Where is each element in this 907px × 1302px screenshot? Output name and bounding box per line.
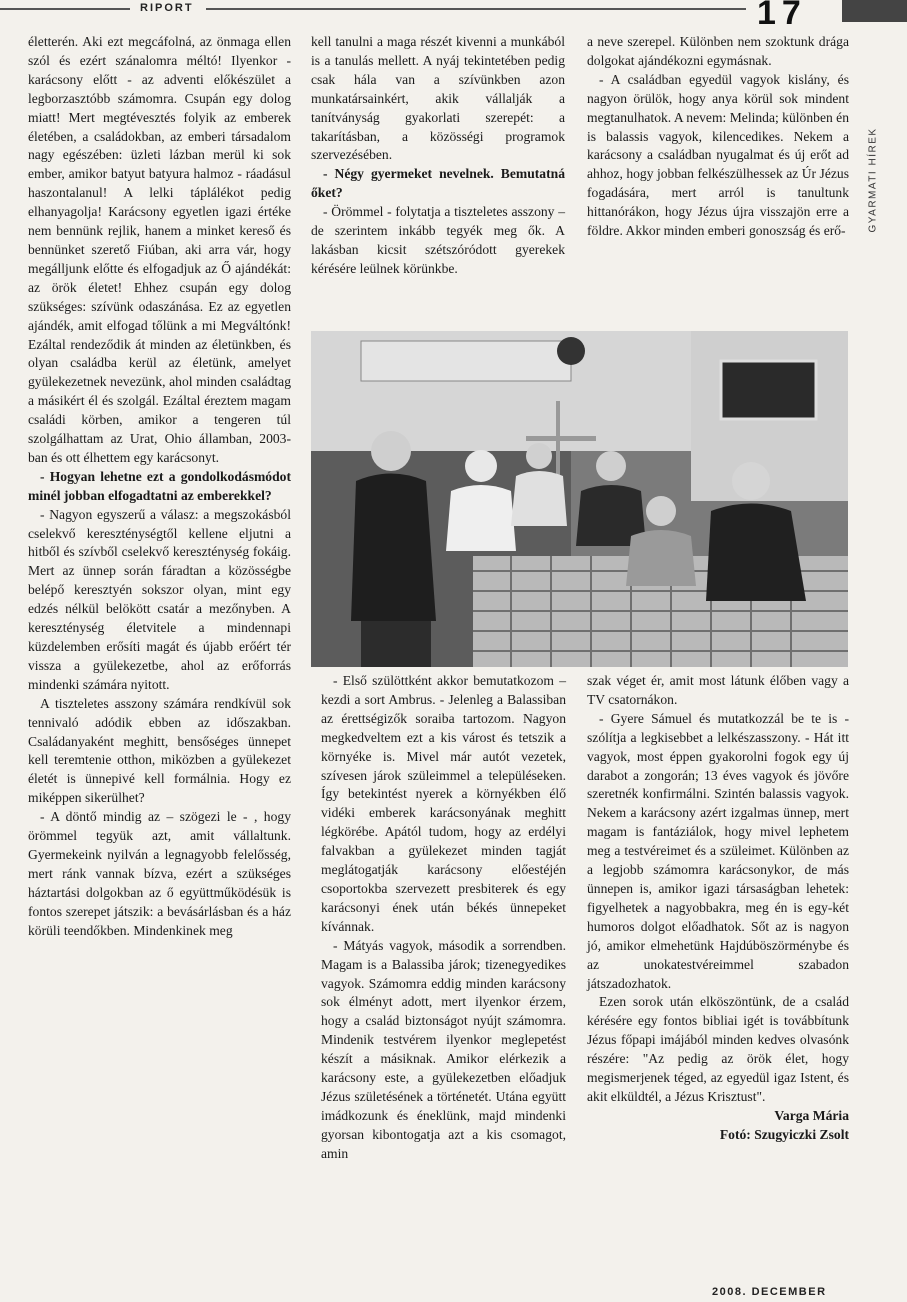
article-column-2-top — [311, 33, 565, 279]
interview-question: - Hogyan lehetne ezt a gondolkodásmódot minél jobban elfogadtatni az emberekkel? — [28, 468, 291, 503]
paragraph: - A döntő mindig az – szögezi le - , hogy örömmel tegyük azt, amit vállaltunk. Gyermekeink nyilván a legnagyobb felelősség, mert ránk vannak bízva, ezért a szükséges háztartási dolgokban az ő együttműködésük is fontos szerepet játszik: a bevásárlásban és a ház körüli teendőkben. Mindenkinek meg — [28, 809, 291, 938]
header-rule-right — [206, 8, 746, 10]
paragraph: - Örömmel - folytatja a tiszteletes asszony – de szerintem inkább tegyék meg ők. A lakásban kicsit szétszóródott gyerekek kérésére leülnek körünkbe. — [311, 204, 565, 276]
paragraph: - Gyere Sámuel és mutatkozzál be te is - szólítja a legkisebbet a lelkészasszony. - Hát itt vagyok, most éppen gyakorolni fogok egy új darabot a zongorán; 13 éves vagyok és jövőre szeretnék konfirmálni. Szintén balassis vagyok. Nekem a karácsony azért izgalmas ünnep, mert magam is fantáziálok, hogy mivel lephetem meg a testvéreimet és a szüleimet. Különben az a legjobb számomra karácsonykor, de más ünnepen is, amikor igazi társaságban lehetek: figyelhetek a nagyobbakra, meg én is egy-két humoros dolgot előadhatok. Sőt az is nagyon jó, amikor elmehetünk Hajdúböszörménybe és az unokatestvéreimmel szabadon játszadozhatok. — [587, 710, 849, 991]
family-photo — [311, 331, 848, 667]
issue-date: 2008. DECEMBER — [712, 1286, 827, 1298]
paragraph: - A családban egyedül vagyok kislány, és nagyon örülök, hogy anya körül sok mindent megtanulhatok. A nevem: Melinda; különben én is balassis vagyok, kilencedikes. Nekem a karácsony a családban nyugalmat és új erőt ad ahhoz, hogy jobban felkészülhessek az Úr Jézus fogadására, mert arról is tanultunk hittanórákon, hogy Jézus újra visszajön erre a földre. Akkor minden emberi gonoszság és erő- — [587, 71, 850, 239]
page-tab — [842, 0, 907, 22]
paragraph: a neve szerepel. Különben nem szoktunk drága dolgokat ajándékozni egymásnak. — [587, 34, 849, 68]
article-column-3-bottom — [587, 672, 849, 1145]
paragraph: életterén. Aki ezt megcáfolná, az önmaga ellen szól és ezért szánalomra méltó! Ilyenkor - karácsony előtt - az adventi előkészület a legborzasztóbb számomra. Csupán egy dolog miatt! Mert megtévesztés folyik az emberek életében, a családokban, az emberi társadalom nagy egészében: üzleti lázban merül ki sok ember, amikor batyut batyura halmoz - ráadásul haszontalanul! A lelki táplálékot pedig elhanyagolja! Karácsony egyetlen igazi értéke nem bennünk rejlik, hanem a minket kereső és bennünket szerető Fiúban, aki arra vár, hogy megálljunk előtte és elfogadjuk az Ő ajándékát: az örök életet! Ehhez csupán egy dolog szükséges: szívünk odaszánása. Ez az egyetlen ajándék, amit elfogad tőlünk a mi Megváltónk! Ezáltal rendeződik át minden az életünkben, és olyan családba kerül az életünk, amelyet gyülekezetnek nevezünk, ahol minden családtag a másikért él és szolgál. Ezáltal éreztem magam családi körben, amikor a tengeren túl szolgálhattam az Urat, Ohio államban, 2003-ban és ott élhettem egy karácsonyt. — [28, 34, 291, 465]
page-number: 17 — [757, 0, 807, 32]
paragraph: A tiszteletes asszony számára rendkívül sok tennivaló adódik ebben az időszakban. Családanyaként meghitt, bensőséges ünnepet kell teremtenie otthon, miközben a gyülekezet életét is ünnepivé kell formálnia. Hogy ez miképpen sikerülhet? — [28, 695, 291, 806]
byline: Varga Mária — [774, 1107, 849, 1123]
article-column-3-top — [587, 33, 849, 241]
paragraph: kell tanulni a maga részét kivenni a munkából is a tanulás mellett. A nyáj tekintetében pedig csak hála van a szívünkben azon munkatársainkért, akik vállalják a tanítványság gyakorlati szerepét: a takarításban, a közösségi programok szervezésében. — [311, 34, 565, 163]
section-label: RIPORT — [140, 2, 194, 14]
side-label-text: GYARMATI HÍREK — [867, 127, 879, 233]
interview-question: - Négy gyermeket nevelnek. Bemutatná őket? — [311, 166, 565, 201]
byline: Fotó: Szugyiczki Zsolt — [719, 1126, 849, 1142]
article-column-2-bottom — [321, 672, 566, 1164]
paragraph: - Első szülöttként akkor bemutatkozom – kezdi a sort Ambrus. - Jelenleg a Balassiban az érettségizők soraiba tartozom. Nagyon megkedveltem ezt a kis várost és tetszik a környéke is. Mivel már autót vezetek, szívesen járok szüleimmel a településeken. Így betekintést nyerek a környékben élő vidéki emberek karácsonyának meghitt légkörébe. Apától tudom, hogy az erdélyi falvakban a gyülekezet minden tagját meglátogatják karácsony előestéjén csoportokba szervezett presbiterek és egy karácsonyi ének után békés ünnepeket kívánnak. — [321, 673, 566, 934]
family-photo-illustration — [311, 331, 848, 667]
paragraph: Ezen sorok után elköszöntünk, de a család kérésére egy fontos bibliai igét is továbbítunk Jézus főpapi imájából minden kedves olvasónk részére: "Az pedig az örök élet, hogy megismerjenek téged, az egyedül igaz Istent, és akit elküldtél, a Jézus Krisztust". — [587, 994, 849, 1104]
paragraph: szak véget ér, amit most látunk élőben vagy a TV csatornákon. — [587, 673, 849, 707]
article-column-1 — [28, 33, 291, 941]
header-rule-left — [0, 8, 130, 10]
side-label — [866, 100, 880, 260]
paragraph: - Mátyás vagyok, második a sorrendben. Magam is a Balassiba járok; tizenegyedikes vagyok. Számomra eddig minden karácsony sok élményt adott, mert ilyenkor érzem, hogy a család biztonságot nyújt számomra. Mindenik testvérem ilyenkor meglepetést készít a másiknak. Amikor elérkezik a karácsony este, a gyülekezetben előadjuk Jézus születésének a történetét. Utána együtt imádkozunk és éneklünk, majd mindenki gyorsan kibontogatja azt a kis csomagot, amin — [321, 937, 566, 1161]
paragraph: - Nagyon egyszerű a válasz: a megszokásból cselekvő kereszténységtől kellene eljutni a hitből és szívből cselekvő kereszténység fokáig. Mert az ünnep során fáradtan a közösségbe belépő keresztyén sokszor olyan, mint egy edzés nélkül belökött csatár a mezőnyben. A kereszténység életvitele a mindennapi küzdelemben erősíti magát és újabb erőért tér vissza a gyülekezetbe, ahol az erőforrás mindenki számára nyitott. — [28, 506, 291, 692]
